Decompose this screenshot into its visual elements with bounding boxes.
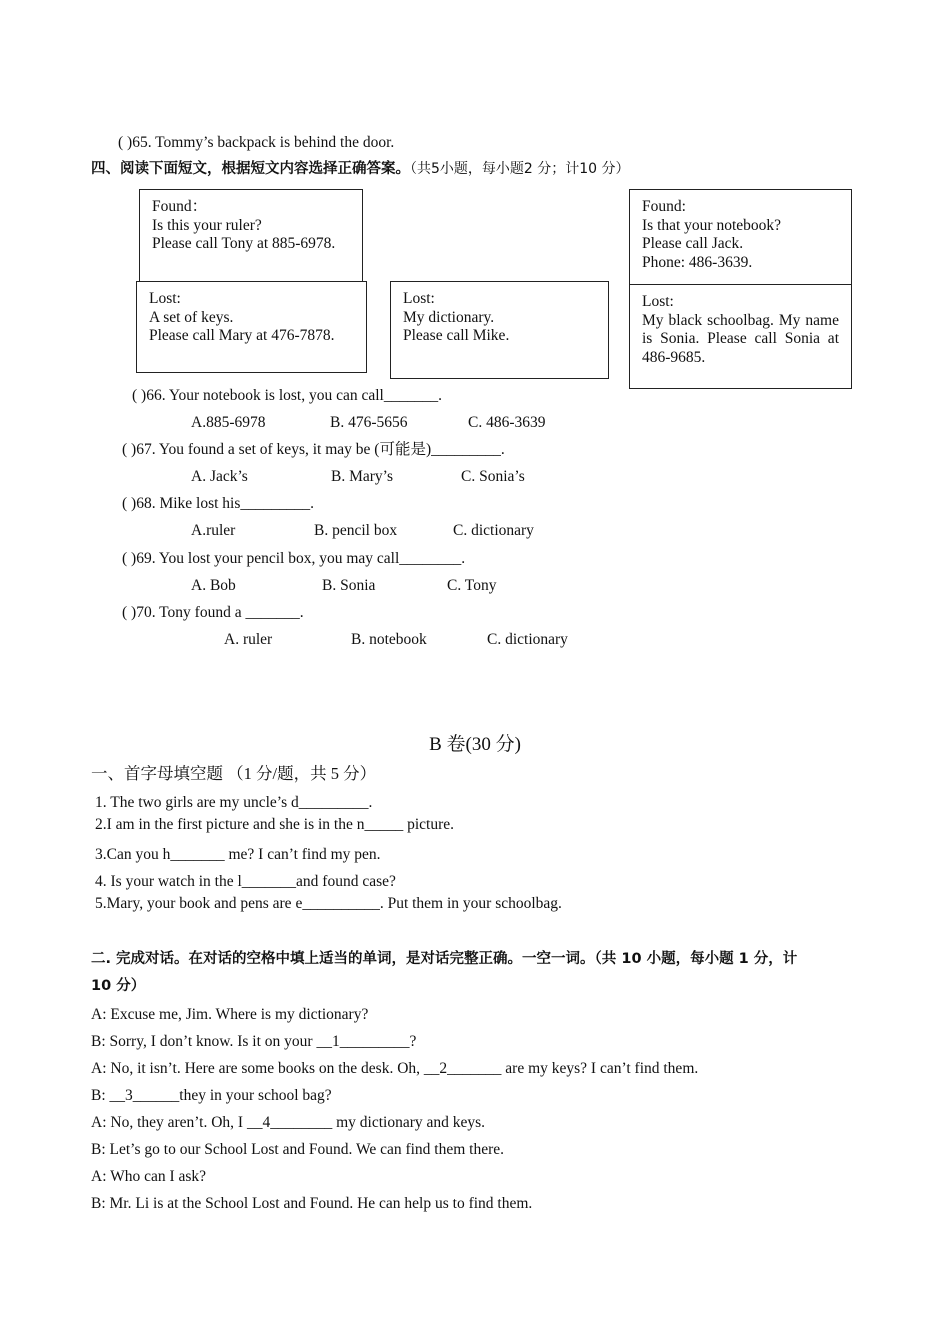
question-68-option-a: A.ruler (191, 522, 236, 539)
question-66-option-c: C. 486-3639 (468, 414, 546, 431)
notice-found-ruler (139, 189, 363, 282)
notice-line: A set of keys. (149, 308, 234, 326)
part-b-section-1-title: 一、首字母填空题 （1 分/题，共 5 分） (91, 764, 377, 783)
question-67-option-b: B. Mary’s (331, 468, 393, 485)
notice-lost-keys (136, 281, 367, 373)
notice-line: Please call Mike. (403, 327, 510, 344)
fill-item-1: 1. The two girls are my uncle’s d_________. (95, 794, 373, 811)
question-70-option-c: C. dictionary (487, 631, 568, 648)
dialog-line: B: Mr. Li is at the School Lost and Found. He can help us to find them. (91, 1195, 533, 1212)
question-69-stem: ( )69. You lost your pencil box, you may call________. (122, 550, 466, 567)
part-b-section-2-title-cont: 10 分） (91, 978, 146, 994)
dialog-line: A: Who can I ask? (91, 1168, 207, 1185)
question-70-option-a: A. ruler (224, 631, 273, 648)
fill-item-2: 2.I am in the first picture and she is in the n_____ picture. (95, 816, 454, 833)
notice-lost-dictionary (390, 281, 609, 379)
fill-item-3: 3.Can you h_______ me? I can’t find my pen. (95, 846, 381, 863)
notice-line: Please call Jack. (642, 235, 744, 252)
dialog-line: B: __3______they in your school bag? (91, 1087, 332, 1104)
dialog-line: B: Let’s go to our School Lost and Found. We can find them there. (91, 1141, 505, 1158)
question-68-stem: ( )68. Mike lost his_________. (122, 495, 315, 512)
question-67-option-a: A. Jack’s (191, 468, 248, 485)
question-66-stem: ( )66. Your notebook is lost, you can call_______. (132, 387, 442, 404)
notice-line: Is that your notebook? (642, 216, 782, 234)
question-66-option-b: B. 476-5656 (330, 414, 408, 431)
part-b-section-2-title: 二. 完成对话。在对话的空格中填上适当的单词，是对话完整正确。一空一词。（共 10 小题，每小题 1 分，计 (91, 951, 798, 967)
notice-line: Lost: (149, 290, 181, 307)
question-70-option-b: B. notebook (351, 631, 427, 648)
notice-line: Is this your ruler? (152, 216, 262, 234)
question-67-option-c: C. Sonia’s (461, 468, 525, 485)
notice-line: My dictionary. (403, 308, 495, 326)
question-65: ( )65. Tommy’s backpack is behind the door. (118, 134, 395, 151)
notice-line: Found: (642, 198, 686, 215)
question-66-option-a: A.885-6978 (191, 414, 266, 431)
section-4-title: 四、阅读下面短文，根据短文内容选择正确答案。 (91, 161, 410, 177)
dialog-line: A: No, they aren’t. Oh, I __4________ my dictionary and keys. (91, 1114, 486, 1131)
notice-line: Please call Tony at 885-6978. (152, 235, 336, 252)
question-69-option-a: A. Bob (191, 577, 236, 594)
question-68-option-c: C. dictionary (453, 522, 534, 539)
question-68-option-b: B. pencil box (314, 522, 398, 539)
notice-line: Please call Mary at 476-7878. (149, 327, 335, 344)
notice-line: Found： (152, 198, 208, 215)
section-4-header (91, 160, 630, 179)
fill-item-5: 5.Mary, your book and pens are e__________. Put them in your schoolbag. (95, 895, 562, 912)
dialog-line: B: Sorry, I don’t know. Is it on your __1_________? (91, 1033, 417, 1050)
section-4-note: （共5小题，每小题2 分；计10 分） (410, 161, 630, 177)
notice-line: Lost: (642, 293, 674, 310)
dialog-line: A: No, it isn’t. Here are some books on the desk. Oh, __2_______ are my keys? I can’t find them. (91, 1060, 699, 1077)
dialog-line: A: Excuse me, Jim. Where is my dictionary? (91, 1006, 369, 1023)
question-69-option-b: B. Sonia (322, 577, 376, 594)
notice-found-notebook (629, 189, 852, 285)
notice-line: Phone: 486-3639. (642, 253, 753, 271)
question-67-stem: ( )67. You found a set of keys, it may be (可能是)_________. (122, 441, 505, 458)
notice-lost-schoolbag (629, 284, 852, 389)
question-70-stem: ( )70. Tony found a _______. (122, 604, 304, 621)
notice-body: My black schoolbag. My name is Sonia. Please call Sonia at 486-9685. (642, 311, 839, 366)
question-69-option-c: C. Tony (447, 577, 497, 594)
notice-line: Lost: (403, 290, 435, 307)
part-b-title: B 卷(30 分) (429, 734, 521, 755)
fill-item-4: 4. Is your watch in the l_______and found case? (95, 873, 396, 890)
